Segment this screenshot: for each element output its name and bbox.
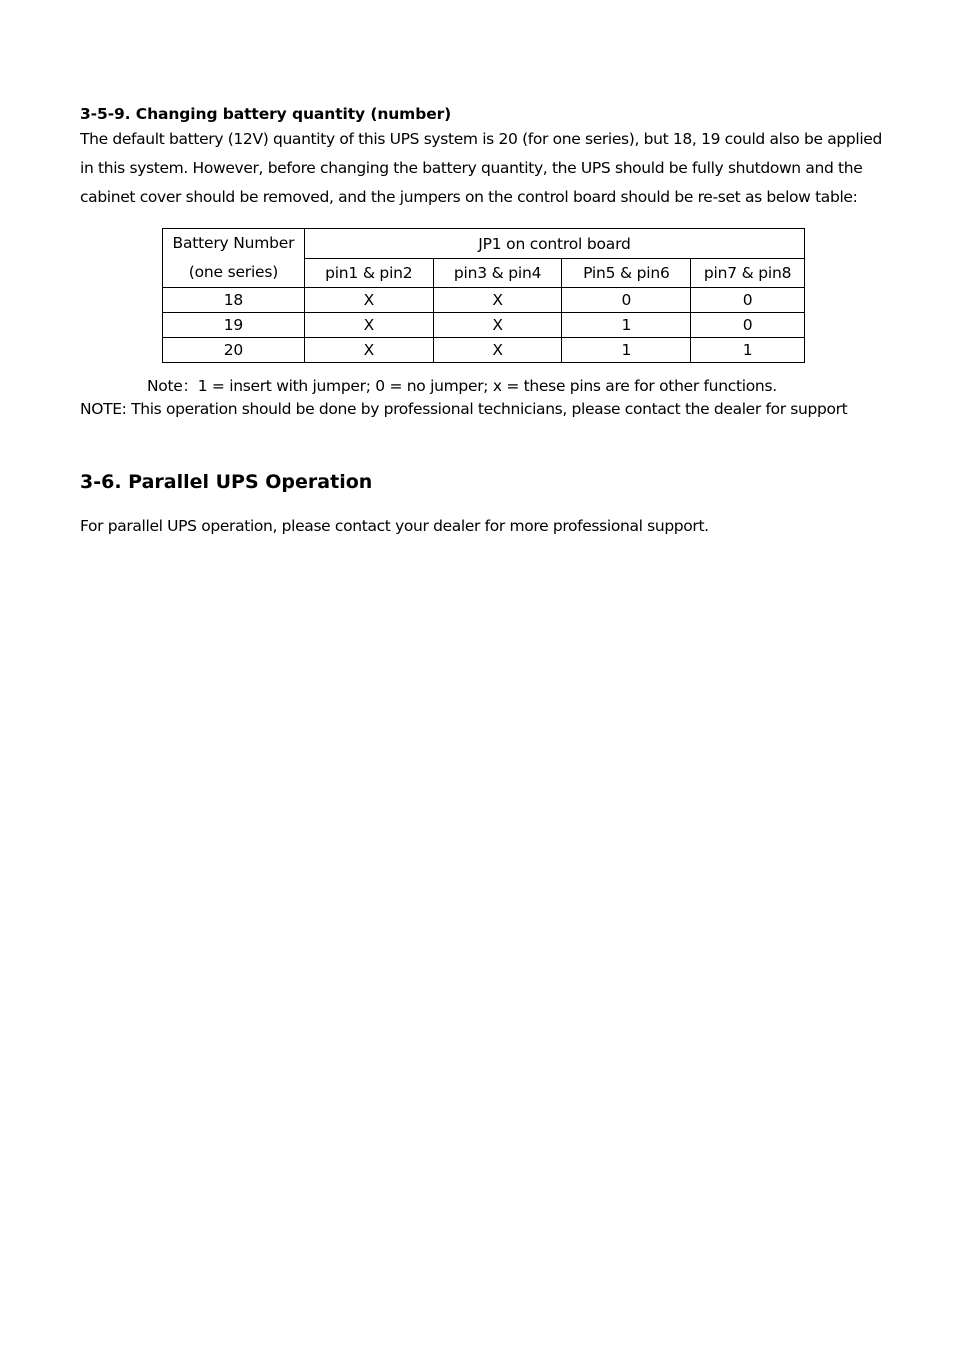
- jp1-header: JP1 on control board: [304, 229, 804, 259]
- pin-cell: X: [304, 313, 433, 338]
- battery-number-header-line2: (one series): [188, 263, 279, 281]
- battery-count-cell: 20: [163, 338, 305, 363]
- pin-cell: 1: [691, 338, 805, 363]
- table-row: [163, 288, 805, 313]
- pin-cell: 0: [691, 313, 805, 338]
- pin-cell: 1: [562, 313, 691, 338]
- battery-count-cell: 18: [163, 288, 305, 313]
- pin-header: pin3 & pin4: [433, 259, 562, 288]
- pin-cell: 0: [691, 288, 805, 313]
- battery-number-header: [163, 229, 305, 288]
- table-header-row: [163, 229, 805, 259]
- technician-note: NOTE: This operation should be done by professional technicians, please contact the dealer for support: [80, 400, 848, 418]
- pin-cell: X: [304, 338, 433, 363]
- pin-header: pin1 & pin2: [304, 259, 433, 288]
- pin-header: pin7 & pin8: [691, 259, 805, 288]
- jumper-settings-table: [162, 228, 805, 363]
- pin-cell: X: [433, 288, 562, 313]
- battery-count-cell: 19: [163, 313, 305, 338]
- table-row: [163, 338, 805, 363]
- section-title-3-5-9: 3-5-9. Changing battery quantity (number): [80, 105, 452, 123]
- pin-cell: X: [433, 338, 562, 363]
- pin-header: Pin5 & pin6: [562, 259, 691, 288]
- pin-cell: X: [433, 313, 562, 338]
- battery-quantity-paragraph: The default battery (12V) quantity of this UPS system is 20 (for one series), but 18, 19 could also be applied in this system. However, before changing the battery quantity, the UPS should be fully shutdown and the cabinet cover should be removed, and the jumpers on the control board should be re-set as below table:: [80, 130, 882, 206]
- pin-cell: X: [304, 288, 433, 313]
- parallel-ups-paragraph: For parallel UPS operation, please contact your dealer for more professional support.: [80, 517, 709, 535]
- legend-note: Note：1 = insert with jumper; 0 = no jumper; x = these pins are for other functions.: [147, 377, 777, 395]
- battery-number-header-line1: Battery Number: [172, 234, 295, 252]
- table-row: [163, 313, 805, 338]
- section-title-3-6: 3-6. Parallel UPS Operation: [80, 471, 373, 493]
- pin-cell: 0: [562, 288, 691, 313]
- pin-cell: 1: [562, 338, 691, 363]
